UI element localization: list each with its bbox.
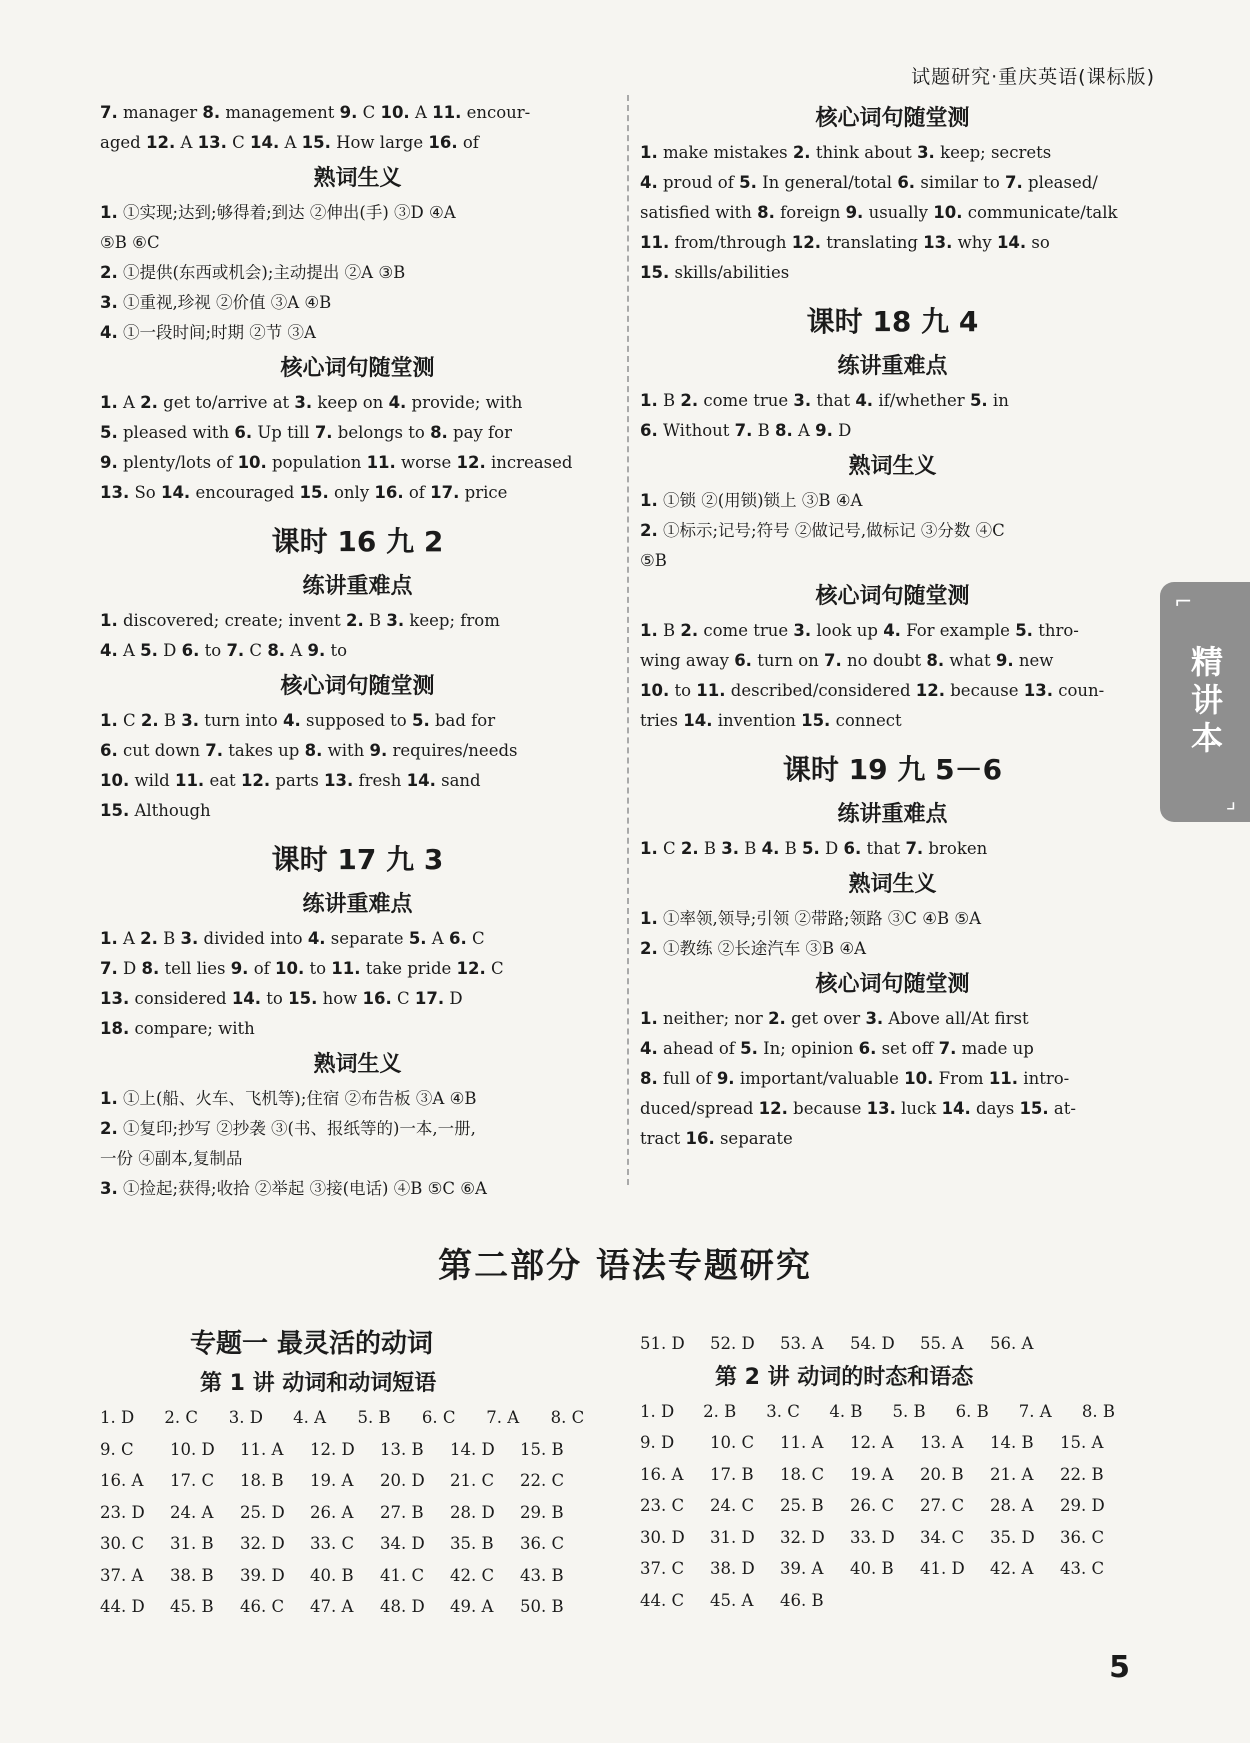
answer-line: 2. ①教练 ②长途汽车 ③B ④A xyxy=(640,939,867,958)
answer-cell: 14. B xyxy=(990,1433,1034,1452)
answer-row xyxy=(100,1465,615,1497)
answer-line: 1. ①锁 ②(用锁)锁上 ③B ④A xyxy=(640,491,863,510)
answer-cell: 44. C xyxy=(640,1590,685,1610)
answer-cell: 12. A xyxy=(850,1433,894,1452)
answer-line: 1. make mistakes 2. think about 3. keep; secrets xyxy=(640,143,1052,162)
answer-cell: 1. D xyxy=(100,1408,135,1427)
answer-line: 4. ahead of 5. In; opinion 6. set off 7. made up xyxy=(640,1039,1034,1058)
side-tab xyxy=(1160,582,1250,822)
answer-cell: 53. A xyxy=(780,1334,824,1353)
answer-cell: 16. A xyxy=(640,1464,684,1484)
lesson-heading: 课时 19 九 5－6 xyxy=(782,753,1003,786)
answer-cell: 12. D xyxy=(310,1439,355,1459)
section-heading: 核心词句随堂测 xyxy=(280,674,435,699)
answer-cell: 40. B xyxy=(850,1559,894,1578)
answer-line: 1. A 2. B 3. divided into 4. separate 5. A 6. C xyxy=(100,929,485,948)
lecture2-answers xyxy=(640,1396,1145,1617)
answer-line: 3. ①捡起;获得;收拾 ②举起 ③接(电话) ④B ⑤C ⑥A xyxy=(100,1179,487,1198)
answer-cell: 46. B xyxy=(780,1590,824,1610)
answer-cell: 31. D xyxy=(710,1527,755,1547)
answer-line: 5. pleased with 6. Up till 7. belongs to 8. pay for xyxy=(100,423,512,442)
answer-row xyxy=(640,1396,1145,1428)
answer-cell: 42. C xyxy=(450,1565,495,1585)
lecture1-continuation xyxy=(640,1328,1145,1360)
column-divider xyxy=(627,95,629,1185)
answer-cell: 49. A xyxy=(450,1597,494,1616)
answer-line: 1. neither; nor 2. get over 3. Above all/At first xyxy=(640,1009,1029,1028)
answer-line: 6. cut down 7. takes up 8. with 9. requires/needs xyxy=(100,741,518,760)
answer-row xyxy=(640,1585,1145,1617)
answer-cell: 4. A xyxy=(293,1408,327,1427)
answer-line: 1. C 2. B 3. turn into 4. supposed to 5. bad for xyxy=(100,711,496,730)
page-number: 5 xyxy=(1109,1650,1130,1685)
answer-cell: 8. C xyxy=(550,1408,585,1427)
section-heading: 练讲重难点 xyxy=(837,354,948,379)
answer-cell: 15. B xyxy=(520,1439,564,1459)
answer-cell: 34. C xyxy=(920,1527,965,1547)
answer-line: 4. ①一段时间;时期 ②节 ③A xyxy=(100,323,316,342)
answer-cell: 11. A xyxy=(780,1433,824,1452)
answer-cell: 33. D xyxy=(850,1527,895,1547)
answer-cell: 2. B xyxy=(703,1401,737,1421)
answer-cell: 41. D xyxy=(920,1559,965,1578)
lesson-heading: 课时 17 九 3 xyxy=(271,843,444,876)
answer-line: 4. A 5. D 6. to 7. C 8. A 9. to xyxy=(100,641,348,660)
answer-cell: 7. A xyxy=(1018,1401,1052,1421)
answer-row xyxy=(100,1497,615,1529)
answer-cell: 28. D xyxy=(450,1502,495,1522)
answer-line: 1. discovered; create; invent 2. B 3. keep; from xyxy=(100,611,500,630)
answer-line: 1. ①率领,领导;引领 ②带路;领路 ③C ④B ⑤A xyxy=(640,909,982,928)
answer-cell: 24. C xyxy=(710,1496,755,1515)
answer-cell: 5. B xyxy=(892,1401,926,1421)
answer-cell: 10. C xyxy=(710,1433,755,1452)
answer-line: 1. B 2. come true 3. that 4. if/whether 5. in xyxy=(640,391,1009,410)
answer-line: 18. compare; with xyxy=(100,1019,255,1038)
answer-cell: 43. B xyxy=(520,1565,564,1585)
answer-line: 7. D 8. tell lies 9. of 10. to 11. take pride 12. C xyxy=(100,959,504,978)
answer-cell: 31. B xyxy=(170,1534,214,1553)
answer-cell: 42. A xyxy=(990,1559,1034,1578)
answer-line: 4. proud of 5. In general/total 6. similar to 7. pleased/ xyxy=(640,173,1098,192)
answer-line: 2. ①标示;记号;符号 ②做记号,做标记 ③分数 ④C xyxy=(640,521,1005,540)
answer-cell: 39. A xyxy=(780,1559,824,1578)
answer-cell: 47. A xyxy=(310,1597,354,1616)
answer-row xyxy=(100,1528,615,1560)
lecture2-title: 第 2 讲 动词的时态和语态 xyxy=(715,1364,974,1390)
answer-cell: 46. C xyxy=(240,1597,285,1616)
answer-cell: 18. C xyxy=(780,1464,825,1484)
answer-cell: 20. D xyxy=(380,1471,425,1490)
answer-line: 8. full of 9. important/valuable 10. From 11. intro- xyxy=(640,1069,1070,1088)
lecture1-title: 第 1 讲 动词和动词短语 xyxy=(200,1371,437,1396)
answer-line: 13. So 14. encouraged 15. only 16. of 17. price xyxy=(100,483,508,502)
part-title: 第二部分 语法专题研究 xyxy=(438,1246,812,1286)
section-heading: 核心词句随堂测 xyxy=(815,584,970,609)
section-heading: 练讲重难点 xyxy=(302,574,413,599)
answer-row xyxy=(640,1490,1145,1522)
answer-cell: 15. A xyxy=(1060,1433,1104,1452)
lecture1-answers xyxy=(100,1402,615,1623)
answer-cell: 13. A xyxy=(920,1433,964,1452)
section-heading: 熟词生义 xyxy=(313,1052,402,1077)
answer-cell: 51. D xyxy=(640,1334,685,1353)
answer-line: 2. ①复印;抄写 ②抄袭 ③(书、报纸等的)一本,一册, xyxy=(100,1119,476,1138)
answer-line: 3. ①重视,珍视 ②价值 ③A ④B xyxy=(100,293,332,312)
answer-cell: 2. C xyxy=(164,1408,198,1427)
side-tab-label: 精讲本 xyxy=(1186,645,1224,759)
answer-row xyxy=(100,1402,615,1434)
topic-left-column xyxy=(100,1322,615,1623)
answer-cell: 25. D xyxy=(240,1502,285,1522)
left-column xyxy=(100,98,615,1204)
answer-cell: 36. C xyxy=(1060,1527,1105,1547)
answer-line: 2. ①提供(东西或机会);主动提出 ②A ③B xyxy=(100,263,406,282)
answer-line: wing away 6. turn on 7. no doubt 8. what 9. new xyxy=(640,651,1054,670)
answer-cell: 36. C xyxy=(520,1534,565,1553)
answer-cell: 19. A xyxy=(310,1471,354,1490)
header-title: 试题研究·重庆英语(课标版) xyxy=(911,66,1155,88)
answer-cell: 10. D xyxy=(170,1439,215,1459)
answer-line: ⑤B xyxy=(640,551,667,570)
answer-line: 15. Although xyxy=(100,801,211,820)
answer-cell: 6. C xyxy=(421,1408,456,1427)
answer-line: satisfied with 8. foreign 9. usually 10. communicate/talk xyxy=(640,203,1118,222)
answer-cell: 6. B xyxy=(955,1401,989,1421)
answer-cell: 23. D xyxy=(100,1502,145,1522)
section-heading: 核心词句随堂测 xyxy=(815,106,970,131)
answer-cell: 33. C xyxy=(310,1534,355,1553)
answer-cell: 30. C xyxy=(100,1534,145,1553)
section-heading: 熟词生义 xyxy=(313,166,402,191)
answer-cell: 18. B xyxy=(240,1471,284,1490)
answer-cell: 3. D xyxy=(228,1408,263,1427)
answer-cell: 52. D xyxy=(710,1334,755,1353)
answer-cell: 19. A xyxy=(850,1464,894,1484)
answer-cell: 22. C xyxy=(520,1471,565,1490)
answer-line: ⑤B ⑥C xyxy=(100,233,160,252)
answer-cell: 17. B xyxy=(710,1464,754,1484)
answer-cell: 37. C xyxy=(640,1559,685,1578)
lesson-heading: 课时 16 九 2 xyxy=(271,525,444,558)
answer-row xyxy=(640,1427,1145,1459)
section-heading: 练讲重难点 xyxy=(302,892,413,917)
section-heading: 核心词句随堂测 xyxy=(280,356,435,381)
answer-cell: 22. B xyxy=(1060,1464,1104,1484)
tab-corner-top-icon: ⌐ xyxy=(1174,590,1193,615)
answer-row xyxy=(100,1560,615,1592)
answer-line: 1. A 2. get to/arrive at 3. keep on 4. provide; with xyxy=(100,393,523,412)
answer-row xyxy=(640,1328,1145,1360)
answer-cell: 27. B xyxy=(380,1502,424,1522)
answer-cell: 4. B xyxy=(829,1401,863,1421)
answer-line: 13. considered 14. to 15. how 16. C 17. D xyxy=(100,989,463,1008)
answer-line: duced/spread 12. because 13. luck 14. days 15. at- xyxy=(640,1099,1076,1118)
answer-cell: 9. D xyxy=(640,1433,675,1452)
answer-cell: 11. A xyxy=(240,1439,284,1459)
section-heading: 练讲重难点 xyxy=(837,802,948,827)
answer-cell: 27. C xyxy=(920,1496,965,1515)
answer-cell: 13. B xyxy=(380,1439,424,1459)
answer-cell: 23. C xyxy=(640,1496,685,1515)
answer-row xyxy=(100,1591,615,1623)
answer-cell: 21. A xyxy=(990,1464,1034,1484)
answer-cell: 39. D xyxy=(240,1565,285,1585)
answer-line: 1. C 2. B 3. B 4. B 5. D 6. that 7. broken xyxy=(640,839,988,858)
answer-row xyxy=(640,1553,1145,1585)
answer-cell: 21. C xyxy=(450,1471,495,1490)
answer-cell: 48. D xyxy=(380,1597,425,1616)
answer-line: 15. skills/abilities xyxy=(640,263,790,282)
answer-cell: 20. B xyxy=(920,1464,964,1484)
topic-title: 专题一 最灵活的动词 xyxy=(190,1329,434,1359)
answer-line: 1. ①上(船、火车、飞机等);住宿 ②布告板 ③A ④B xyxy=(100,1089,477,1108)
answer-cell: 24. A xyxy=(170,1502,214,1522)
right-column xyxy=(640,98,1145,1154)
answer-cell: 45. B xyxy=(170,1597,214,1616)
topic-right-column xyxy=(640,1328,1145,1616)
answer-cell: 37. A xyxy=(100,1565,144,1585)
answer-cell: 32. D xyxy=(240,1534,285,1553)
answer-cell: 55. A xyxy=(920,1334,964,1353)
answer-cell: 43. C xyxy=(1060,1559,1105,1578)
answer-cell: 56. A xyxy=(990,1334,1034,1353)
answer-line: 1. ①实现;达到;够得着;到达 ②伸出(手) ③D ④A xyxy=(100,203,456,222)
answer-cell: 50. B xyxy=(520,1597,564,1616)
answer-cell: 40. B xyxy=(310,1565,354,1585)
answer-line: 6. Without 7. B 8. A 9. D xyxy=(640,421,852,440)
answer-cell: 38. B xyxy=(170,1565,214,1585)
answer-line: 1. B 2. come true 3. look up 4. For example 5. thro- xyxy=(640,621,1079,640)
answer-line: aged 12. A 13. C 14. A 15. How large 16. of xyxy=(100,133,479,152)
answer-cell: 45. A xyxy=(710,1590,754,1610)
answer-cell: 32. D xyxy=(780,1527,825,1547)
answer-cell: 35. B xyxy=(450,1534,494,1553)
answer-cell: 34. D xyxy=(380,1534,425,1553)
answer-cell: 25. B xyxy=(780,1496,824,1515)
answer-line: 9. plenty/lots of 10. population 11. worse 12. increased xyxy=(100,453,573,472)
answer-cell: 14. D xyxy=(450,1439,495,1459)
tab-corner-bottom-icon: ⌟ xyxy=(1225,789,1236,814)
answer-cell: 38. D xyxy=(710,1559,755,1578)
answer-cell: 7. A xyxy=(486,1408,520,1427)
answer-line: 7. manager 8. management 9. C 10. A 11. encour- xyxy=(100,103,531,122)
answer-line: 10. to 11. described/considered 12. because 13. coun- xyxy=(640,681,1105,700)
answer-cell: 1. D xyxy=(640,1401,675,1421)
answer-cell: 41. C xyxy=(380,1565,425,1585)
answer-cell: 29. B xyxy=(520,1502,564,1522)
answer-line: tract 16. separate xyxy=(640,1129,793,1148)
section-heading: 熟词生义 xyxy=(848,872,937,897)
answer-cell: 29. D xyxy=(1060,1496,1105,1515)
answer-cell: 35. D xyxy=(990,1527,1035,1547)
answer-cell: 26. A xyxy=(310,1502,354,1522)
answer-cell: 9. C xyxy=(100,1439,134,1459)
answer-cell: 16. A xyxy=(100,1471,144,1490)
answer-line: tries 14. invention 15. connect xyxy=(640,711,902,730)
answer-cell: 3. C xyxy=(766,1401,800,1421)
answer-cell: 30. D xyxy=(640,1527,685,1547)
section-heading: 熟词生义 xyxy=(848,454,937,479)
answer-cell: 54. D xyxy=(850,1334,895,1353)
answer-cell: 8. B xyxy=(1081,1401,1115,1421)
answer-cell: 26. C xyxy=(850,1496,895,1515)
answer-row xyxy=(640,1459,1145,1491)
lesson-heading: 课时 18 九 4 xyxy=(806,305,979,338)
answer-row xyxy=(100,1434,615,1466)
answer-row xyxy=(640,1522,1145,1554)
section-heading: 核心词句随堂测 xyxy=(815,972,970,997)
answer-cell: 17. C xyxy=(170,1471,215,1490)
answer-line: 10. wild 11. eat 12. parts 13. fresh 14. sand xyxy=(100,771,481,790)
answer-cell: 5. B xyxy=(357,1408,391,1427)
answer-line: 11. from/through 12. translating 13. why 14. so xyxy=(640,233,1050,252)
answer-cell: 44. D xyxy=(100,1597,145,1616)
answer-line: 一份 ④副本,复制品 xyxy=(100,1149,243,1168)
answer-cell: 28. A xyxy=(990,1496,1034,1515)
